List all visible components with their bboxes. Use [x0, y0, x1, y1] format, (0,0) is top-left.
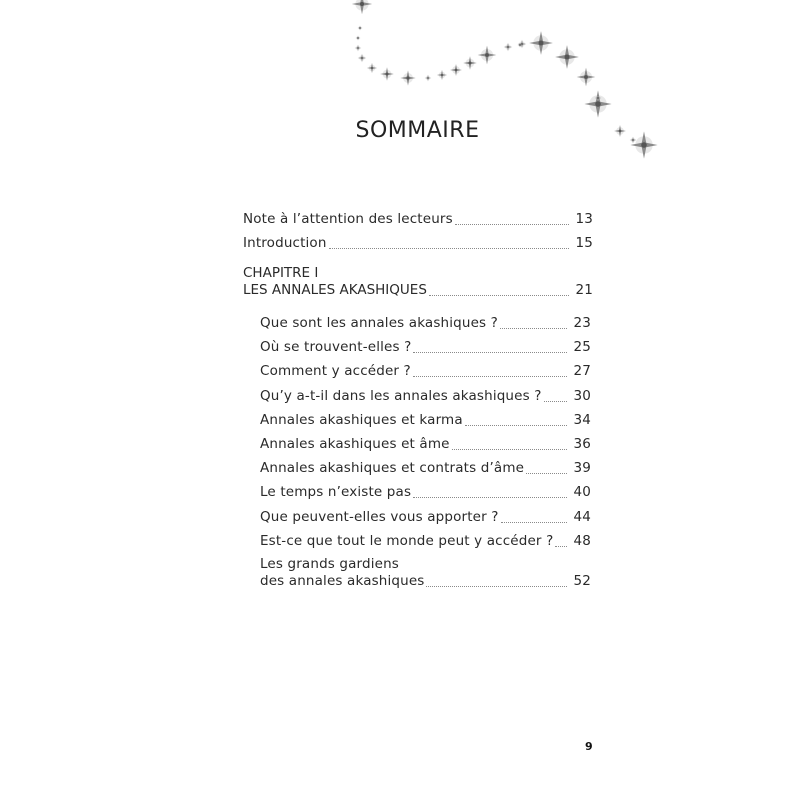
toc-section-page: 23 — [573, 315, 591, 331]
dot-leader — [413, 497, 567, 498]
dot-leader — [501, 522, 567, 523]
star-icon — [478, 46, 497, 65]
star-icon — [357, 25, 362, 30]
chapter-label: CHAPITRE I — [243, 265, 319, 281]
section-label-line2: des annales akashiques — [260, 573, 425, 589]
toc-section-label: Annales akashiques et karma — [260, 411, 463, 428]
dot-leader — [555, 546, 567, 547]
star-icon — [380, 67, 394, 81]
toc-section-label: Annales akashiques et âme — [260, 436, 450, 452]
toc-entry-label: Introduction — [243, 235, 327, 251]
toc-section-label: Que peuvent-elles vous apporter ? — [260, 508, 499, 525]
star-icon — [529, 31, 553, 55]
page-title: SOMMAIRE — [355, 118, 480, 143]
star-icon — [400, 70, 415, 85]
dot-leader — [329, 248, 569, 249]
toc-section-page: 30 — [573, 387, 591, 404]
page-number: 9 — [585, 740, 593, 753]
dot-leader — [426, 586, 567, 587]
chapter-title: LES ANNALES AKASHIQUES — [243, 282, 427, 298]
toc-section[interactable] — [260, 533, 591, 550]
star-icon — [425, 75, 432, 82]
star-icon — [352, 0, 372, 14]
toc-section[interactable] — [260, 412, 591, 429]
star-icon — [450, 64, 462, 76]
star-icon — [577, 68, 596, 87]
toc-section[interactable] — [260, 363, 591, 380]
toc-section-label: Annales akashiques et contrats d’âme — [260, 460, 525, 477]
toc-section-page: 36 — [573, 436, 591, 452]
toc-entry-page: 15 — [575, 235, 593, 251]
dot-leader — [544, 401, 567, 402]
toc-section-page: 48 — [573, 532, 591, 549]
toc-entry-label: Note à l’attention des lecteurs — [243, 211, 453, 227]
toc-chapter-1[interactable] — [243, 265, 593, 299]
toc-section-label: Que sont les annales akashiques ? — [260, 315, 498, 331]
toc-section[interactable] — [260, 460, 591, 477]
dot-leader — [452, 449, 567, 450]
dot-leader — [500, 328, 567, 329]
star-icon — [355, 35, 360, 40]
dot-leader — [465, 425, 567, 426]
dot-leader — [429, 295, 569, 296]
toc-section-label: Comment y accéder ? — [260, 363, 411, 380]
toc-section-page: 40 — [573, 484, 591, 501]
section-label-line1: Les grands gardiens — [260, 556, 399, 572]
toc-section-page: 44 — [573, 508, 591, 525]
toc-section[interactable] — [260, 388, 591, 405]
star-icon — [595, 95, 602, 102]
toc-section-label: Est-ce que tout le monde peut y accéder ? — [260, 532, 554, 549]
toc-section[interactable] — [260, 436, 591, 453]
toc-section-page: 27 — [573, 363, 591, 380]
star-icon — [367, 63, 377, 73]
toc-section-page: 25 — [573, 339, 591, 356]
star-icon — [517, 42, 522, 47]
toc-section-label: Qu’y a-t-il dans les annales akashiques ? — [260, 387, 542, 404]
toc-entry-introduction[interactable] — [243, 235, 593, 252]
toc-section[interactable] — [260, 315, 591, 332]
star-icon — [504, 43, 513, 52]
toc-section-gardiens[interactable] — [260, 556, 591, 590]
toc-section-page: 39 — [573, 460, 591, 477]
star-icon — [518, 40, 527, 49]
star-icon — [463, 56, 477, 70]
toc-section[interactable] — [260, 509, 591, 526]
toc-entry-page: 21 — [575, 282, 593, 298]
toc-section-label: Le temps n’existe pas — [260, 484, 412, 501]
star-icon — [437, 70, 447, 80]
dot-leader — [455, 224, 569, 225]
dot-leader — [413, 352, 567, 353]
toc-section[interactable] — [260, 484, 591, 501]
toc-entry-page: 13 — [575, 211, 593, 227]
dot-leader — [526, 473, 567, 474]
star-icon — [584, 90, 611, 117]
dot-leader — [413, 376, 567, 377]
toc-entry-note[interactable] — [243, 211, 593, 228]
star-icon — [555, 45, 579, 69]
star-icon — [355, 45, 362, 52]
star-icon — [358, 54, 367, 63]
toc-section-page: 34 — [573, 411, 591, 428]
toc-entry-page: 52 — [573, 573, 591, 589]
toc-section[interactable] — [260, 339, 591, 356]
toc-section-label: Où se trouvent-elles ? — [260, 339, 412, 356]
